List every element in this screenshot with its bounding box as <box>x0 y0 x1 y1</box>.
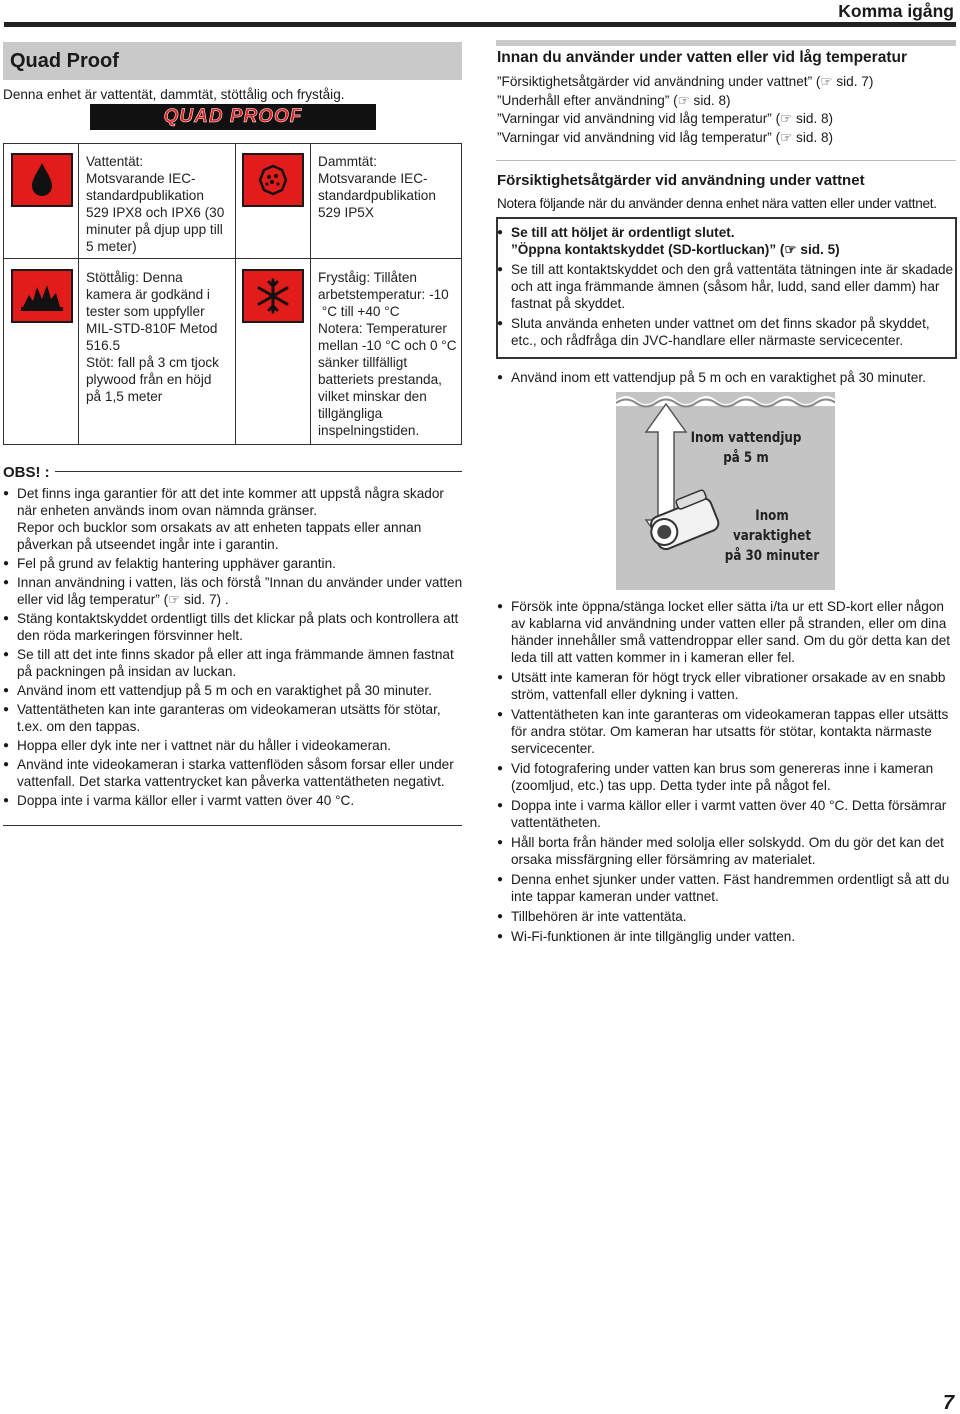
list-item: ● Se till att kontaktskyddet och den grå vattentäta tätningen inte är skadade och att inga främmande ämnen (såsom hår, ludd, sand eller damm) har fastnat på skyddet. <box>497 261 955 312</box>
precaution-list <box>497 598 959 948</box>
list-item: ● Använd inom ett vattendjup på 5 m och en varaktighet på 30 minuter. <box>497 369 957 386</box>
shock-icon <box>11 269 73 323</box>
water-drop-icon <box>11 153 73 207</box>
feature-dustproof: Dammtät: Motsvarande IEC- standardpublikation 529 IP5X <box>318 154 436 220</box>
list-item: ● Håll borta från händer med sololja eller solskydd. Om du gör det kan det orsaka missfärgning eller försämring av materialet. <box>497 834 959 868</box>
title-band <box>496 40 956 46</box>
intro-text: Denna enhet är vattentät, dammtät, stöttålig och fryståig. <box>3 87 345 102</box>
page-title: Quad Proof <box>10 50 119 72</box>
section-header: Komma igång <box>838 1 954 21</box>
snowflake-icon <box>242 269 304 323</box>
list-item: ● Se till att det inte finns skador på eller att inga främmande ämnen fastnat på packningen på insidan av luckan. <box>3 646 465 680</box>
obs-list <box>3 485 465 811</box>
list-item: ● Använd inom ett vattendjup på 5 m och en varaktighet på 30 minuter. <box>3 682 465 699</box>
list-item: ● Utsätt inte kameran för högt tryck eller vibrationer orsakade av en snabb ström, vattenfall eller dykning i vatten. <box>497 669 959 703</box>
list-item: ● Använd inte videokameran i starka vattenflöden såsom forsar eller under vattenfall. Det starka vattentrycket kan påverka vattentätheten negativt. <box>3 756 465 790</box>
reference-link[interactable]: ”Varningar vid användning vid låg temperatur” (☞ sid. 8) <box>497 129 834 145</box>
reference-link[interactable]: ”Underhåll efter användning” (☞ sid. 8) <box>497 92 731 108</box>
list-item: ● Sluta använda enheten under vattnet om det finns skador på skyddet, etc., och rådfråga din JVC-handlare eller närmaste servicecenter. <box>497 315 955 349</box>
reference-links <box>497 73 957 147</box>
subsection-title: Försiktighetsåtgärder vid användning under vattnet <box>497 172 865 189</box>
divider <box>496 160 956 161</box>
list-item: ● Stäng kontaktskyddet ordentligt tills det klickar på plats och kontrollera att den röda markeringen försvinner helt. <box>3 610 465 644</box>
list-item: ● Wi-Fi-funktionen är inte tillgänglig under vatten. <box>497 928 959 945</box>
feature-waterproof: Vattentät: Motsvarande IEC- standardpublikation 529 IPX8 och IPX6 (30 minuter på djup upp till 5 meter) <box>86 154 225 254</box>
obs-rule <box>55 471 462 472</box>
underwater-illustration <box>616 392 835 590</box>
list-item: ● Se till att höljet är ordentligt slutet. ”Öppna kontaktskyddet (SD-kortluckan)” (☞ sid. 5) <box>497 224 955 258</box>
list-item: ● Vattentätheten kan inte garanteras om videokameran utsätts för stötar, t.ex. om den tappas. <box>3 701 465 735</box>
list-item: ● Det finns inga garantier för att det inte kommer att uppstå några skador när enheten används inom ovan nämnda gränser. Repor och bucklor som orsakats av att enheten tappats eller annan påverkan på utseendet ingår inte i garantin. <box>3 485 465 553</box>
table-divider <box>78 144 79 444</box>
feature-table <box>3 143 462 445</box>
feature-freezeproof: Fryståig: Tillåten arbetstemperatur: -10 °C till +40 °C Notera: Temperaturer mellan -10 °C och 0 °C sänker tillfälligt batteriets prestanda, vilket minskar den tillgängliga inspelningstiden. <box>318 270 457 438</box>
list-item: ● Innan användning i vatten, läs och förstå ”Innan du använder under vatten eller vid låg temperatur” (☞ sid. 7) . <box>3 574 465 608</box>
list-item: ● Försök inte öppna/stänga locket eller sätta i/ta ur ett SD-kort eller någon av kablarna vid användning under vatten eller på stranden, eller om dina händer innehåller små vattendroppar eller sand. Om du gör detta kan det leda till att vatten kommer in i kameran eller fel. <box>497 598 959 666</box>
list-item: ● Fel på grund av felaktig hantering upphäver garantin. <box>3 555 465 572</box>
important-list <box>497 224 955 352</box>
section-title: Innan du använder under vatten eller vid låg temperatur <box>497 49 907 66</box>
page-number: 7 <box>943 1392 955 1414</box>
obs-bottom-rule <box>3 825 462 826</box>
reference-link[interactable]: ”Varningar vid användning vid låg temperatur” (☞ sid. 8) <box>497 111 834 126</box>
reference-link[interactable]: ”Försiktighetsåtgärder vid användning under vattnet” (☞ sid. 7) <box>497 74 874 89</box>
time-label: Inom varaktighet på 30 minuter <box>724 508 820 564</box>
list-item: ● Tillbehören är inte vattentäta. <box>497 908 959 925</box>
table-divider <box>4 258 461 259</box>
list-item: ● Denna enhet sjunker under vatten. Fäst handremmen ordentligt så att du inte tappar kameran under vattnet. <box>497 871 959 905</box>
depth-note <box>497 369 957 386</box>
table-divider <box>235 144 236 444</box>
logo-text: QUAD PROOF <box>163 106 303 127</box>
quad-proof-logo <box>90 104 376 130</box>
table-divider <box>310 144 311 444</box>
list-item: ● Doppa inte i varma källor eller i varmt vatten över 40 °C. Detta försämrar vattentätheten. <box>497 797 959 831</box>
depth-label: Inom vattendjup på 5 m <box>690 430 802 466</box>
obs-heading: OBS! : <box>3 464 50 481</box>
dust-icon <box>242 153 304 207</box>
list-item: ● Vattentätheten kan inte garanteras om videokameran tappas eller utsätts för andra stötar. Om kameran har utsatts för stötar, kontakta närmaste servicecenter. <box>497 706 959 757</box>
feature-shockproof: Stöttålig: Denna kamera är godkänd i tester som uppfyller MIL-STD-810F Metod 516.5 Stöt: fall på 3 cm tjock plywood från en höjd på 1,5 meter <box>86 270 219 404</box>
header-rule <box>4 22 956 27</box>
subsection-intro: Notera följande när du använder denna enhet nära vatten eller under vattnet. <box>497 196 937 211</box>
list-item: ● Vid fotografering under vatten kan brus som genereras inne i kameran (zoomljud, etc.) tas upp. Detta tyder inte på något fel. <box>497 760 959 794</box>
list-item: ● Doppa inte i varma källor eller i varmt vatten över 40 °C. <box>3 792 465 809</box>
list-item: ● Hoppa eller dyk inte ner i vattnet när du håller i videokameran. <box>3 737 465 754</box>
